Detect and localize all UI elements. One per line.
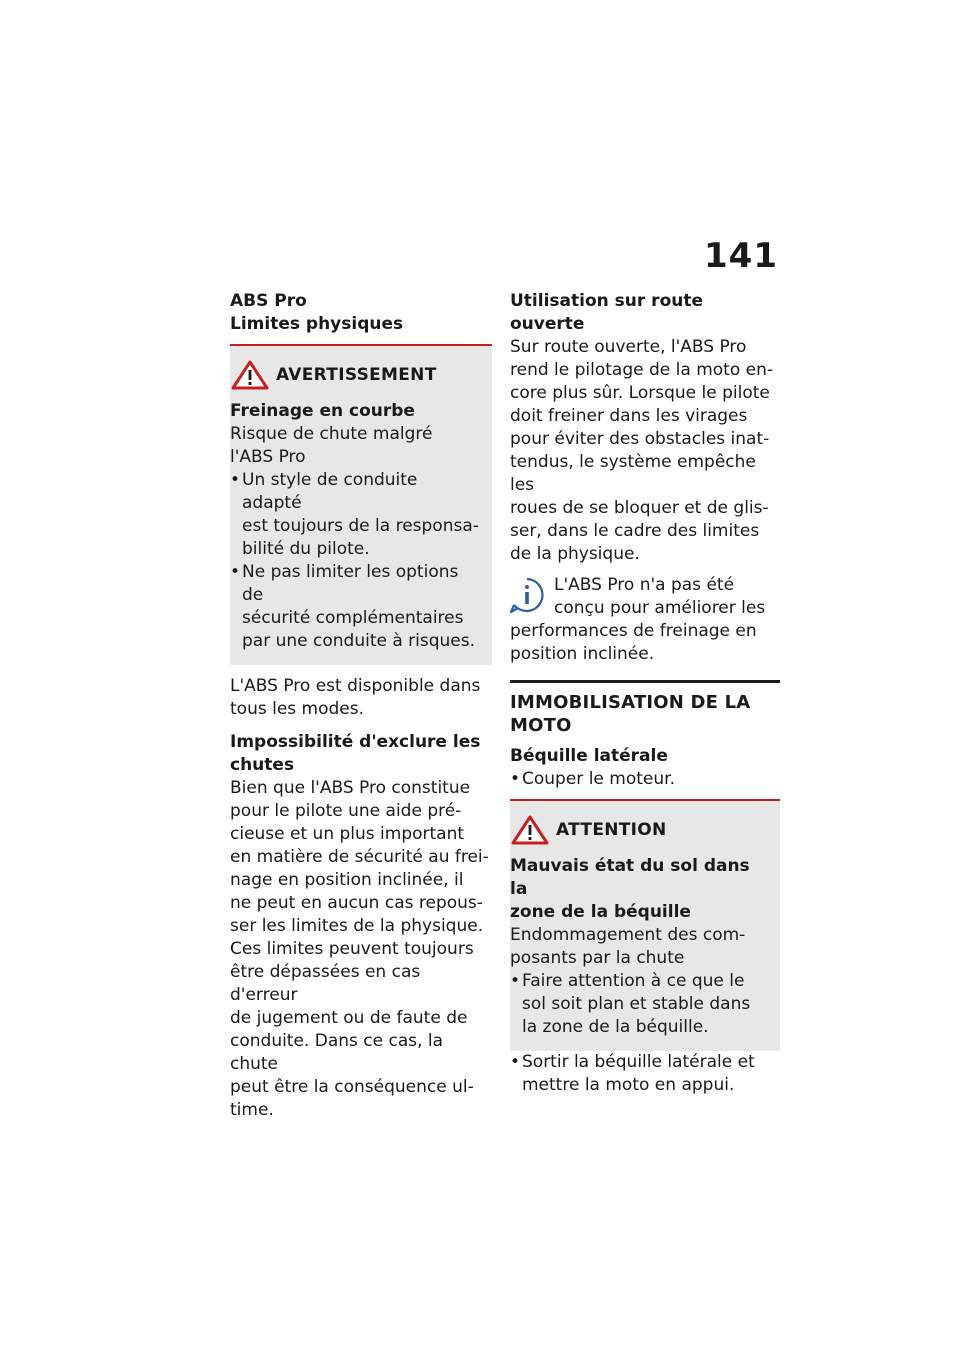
heading-impossibility bbox=[230, 731, 492, 777]
warning-line: Risque de chute malgré bbox=[230, 424, 433, 444]
text-line: cieuse et un plus important bbox=[230, 824, 465, 844]
bullet-list bbox=[510, 1051, 780, 1097]
attention-line: posants par la chute bbox=[510, 948, 685, 968]
right-column bbox=[510, 290, 780, 1097]
info-note bbox=[510, 574, 780, 666]
text-line: Ces limites peuvent toujours bbox=[230, 939, 474, 959]
bullet-item bbox=[510, 970, 770, 1039]
text-line: rend le pilotage de la moto en- bbox=[510, 360, 774, 380]
text-line: roues de se bloquer et de glis- bbox=[510, 498, 769, 518]
attention-heading: zone de la béquille bbox=[510, 902, 691, 922]
bullet-line: • Ne pas limiter les options de bbox=[242, 562, 459, 605]
bullet-item bbox=[230, 561, 482, 653]
heading-open-road: Utilisation sur route ouverte bbox=[510, 291, 704, 334]
bullet-line: sol soit plan et stable dans bbox=[522, 994, 751, 1014]
text-line: Bien que l'ABS Pro constitue bbox=[230, 778, 471, 798]
warning-header bbox=[230, 360, 482, 390]
chapter-title bbox=[510, 691, 780, 737]
warning-bullets bbox=[230, 469, 482, 653]
chapter-divider bbox=[510, 680, 780, 683]
text-line: position inclinée. bbox=[510, 644, 655, 664]
bullet-item bbox=[510, 1051, 780, 1097]
bullet-list bbox=[510, 768, 780, 791]
page-number: 141 bbox=[704, 236, 778, 276]
text-line: de jugement ou de faute de bbox=[230, 1008, 468, 1028]
text-line: nage en position inclinée, il bbox=[230, 870, 464, 890]
text-line: L'ABS Pro est disponible dans bbox=[230, 676, 481, 696]
sub-heading: Béquille latérale bbox=[510, 746, 668, 766]
warning-line: l'ABS Pro bbox=[230, 447, 306, 467]
text-line: ser, dans le cadre des limites bbox=[510, 521, 760, 541]
heading-line: Impossibilité d'exclure les bbox=[230, 732, 481, 752]
attention-line: Endommagement des com- bbox=[510, 925, 746, 945]
chapter-title-line: MOTO bbox=[510, 715, 572, 736]
warning-heading: Freinage en courbe bbox=[230, 401, 415, 421]
text-line: en matière de sécurité au frei- bbox=[230, 847, 489, 867]
bullet-line: est toujours de la responsa- bbox=[242, 516, 479, 536]
text-line: pour le pilote une aide pré- bbox=[230, 801, 462, 821]
paragraph bbox=[230, 675, 492, 721]
bullet-line: sécurité complémentaires bbox=[242, 608, 464, 628]
bullet-line: bilité du pilote. bbox=[242, 539, 370, 559]
text-line: time. bbox=[230, 1100, 274, 1120]
warning-triangle-icon bbox=[230, 360, 270, 390]
bullet-line: par une conduite à risques. bbox=[242, 631, 476, 651]
heading-line: chutes bbox=[230, 755, 295, 775]
attention-label: ATTENTION bbox=[556, 820, 667, 840]
text-line: ser les limites de la physique. bbox=[230, 916, 484, 936]
bullet-line: • Un style de conduite adapté bbox=[242, 470, 418, 513]
text-line: L'ABS Pro n'a pas été bbox=[554, 575, 735, 595]
bullet-line: • Faire attention à ce que le bbox=[522, 971, 745, 991]
bullet-item: • Couper le moteur. bbox=[510, 768, 780, 791]
text-line: performances de freinage en bbox=[510, 621, 757, 641]
bullet-line: • Sortir la béquille latérale et bbox=[522, 1052, 755, 1072]
chapter-title-line: IMMOBILISATION DE LA bbox=[510, 692, 751, 713]
warning-box bbox=[230, 346, 492, 665]
attention-heading: Mauvais état du sol dans la bbox=[510, 856, 750, 899]
attention-box bbox=[510, 801, 780, 1051]
bullet-line: la zone de la béquille. bbox=[522, 1017, 709, 1037]
text-line: être dépassées en cas d'erreur bbox=[230, 962, 421, 1005]
text-line: de la physique. bbox=[510, 544, 640, 564]
text-line: ne peut en aucun cas repous- bbox=[230, 893, 483, 913]
text-line: conçu pour améliorer les bbox=[554, 598, 766, 618]
bullet-line: mettre la moto en appui. bbox=[522, 1075, 735, 1095]
attention-bullets bbox=[510, 970, 770, 1039]
text-line: Sur route ouverte, l'ABS Pro bbox=[510, 337, 747, 357]
bullet-item bbox=[230, 469, 482, 561]
attention-header bbox=[510, 815, 770, 845]
info-icon bbox=[508, 576, 546, 614]
section-title: ABS Pro bbox=[230, 291, 307, 311]
section-subtitle: Limites physiques bbox=[230, 314, 404, 334]
paragraph bbox=[230, 777, 492, 1122]
text-line: tendus, le système empêche les bbox=[510, 452, 756, 495]
warning-triangle-icon bbox=[510, 815, 550, 845]
text-line: tous les modes. bbox=[230, 699, 365, 719]
left-column bbox=[230, 290, 492, 1122]
text-line: core plus sûr. Lorsque le pilote bbox=[510, 383, 770, 403]
text-line: peut être la conséquence ul- bbox=[230, 1077, 474, 1097]
paragraph bbox=[510, 336, 780, 566]
text-line: conduite. Dans ce cas, la chute bbox=[230, 1031, 444, 1074]
text-line: doit freiner dans les virages bbox=[510, 406, 748, 426]
text-line: pour éviter des obstacles inat- bbox=[510, 429, 770, 449]
warning-label: AVERTISSEMENT bbox=[276, 365, 437, 385]
